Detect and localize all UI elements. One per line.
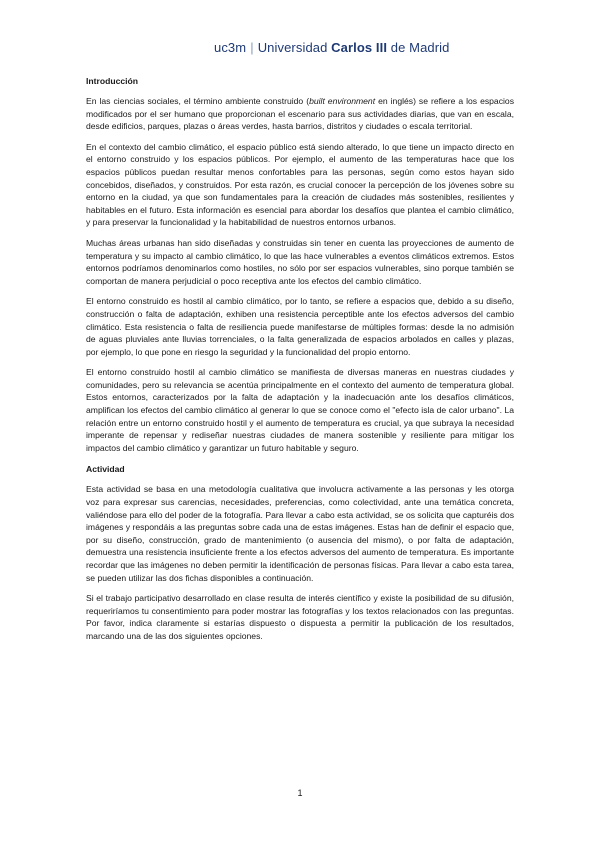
- intro-paragraph-2: En el contexto del cambio climático, el espacio público está siendo alterado, lo que tiene un impacto directo en el entorno construido y los espacios públicos. Por ejemplo, el aumento de las temperaturas hace que los espacios públicos puedan resultar menos confortables para las personas, según como estos hayan sido concebidos, diseñados, y construidos. Por esta razón, es crucial conocer la percepción de los jóvenes sobre su entorno en la ciudad, ya que son fundamentales para la creación de ciudades más sostenibles, resilientes y habitables en el futuro. Esta información es esencial para abordar los desafíos que plantea el cambio climático, y para preservar la funcionalidad y la habitabilidad de nuestros entornos urbanos.: [86, 141, 514, 228]
- logo-name-post: de Madrid: [387, 40, 450, 55]
- document-body: [86, 66, 514, 651]
- intro-p1-end: en inglés) se refiere a los espacios modificados por el ser humano que proporcionan el escenario para sus actividades diarias, que van en escala, desde edificios, parques, plazas o áreas verdes, hasta barrios, distritos y ciudades o escala territorial.: [86, 96, 514, 132]
- page-number: 1: [297, 788, 303, 798]
- logo-name-bold: Carlos III: [331, 40, 388, 55]
- intro-paragraph-3: Muchas áreas urbanas han sido diseñadas y construidas sin tener en cuenta las proyecciones de aumento de temperatura y su impacto al cambio climático, lo que las hace vulnerables a eventos climáticos extremos. Estos entornos podríamos denominarlos como hostiles, no sólo por ser espacios vulnerables, sino porque también se comportan de manera perjudicial o poco receptiva ante los efectos del cambio climático.: [86, 237, 514, 286]
- activity-paragraph-1: Esta actividad se basa en una metodología cualitativa que involucra activamente a las personas y les otorga voz para expresar sus carencias, necesidades, preferencias, como colectividad, ante una temática concreta, valiéndose para ello del poder de la fotografía. Para llevar a cabo esta actividad, se os solicita que capturéis dos imágenes y respondáis a las preguntas sobre cada una de estas imágenes. Estas han de definir el espacio que, por su diseño, construcción, grado de mantenimiento (o ausencia del mismo), o por falta de adaptación, demuestra una resistencia insuficiente frente a los efectos adversos del aumento de temperatura. Es importante recordar que las imágenes no deben permitir la identificación de personas físicas. Para llevar a cabo esta tarea, se pueden utilizar las dos fichas disponibles a continuación.: [86, 484, 514, 583]
- intro-p1-italic-term: built environment: [309, 96, 376, 106]
- intro-paragraph-5: El entorno construido hostil al cambio climático se manifiesta de diversas maneras en nuestras ciudades y comunidades, pero su relevancia se acentúa principalmente en el contexto del aumento de temperatura global. Estos entornos, caracterizados por la falta de adaptación y la inadecuación ante los desafíos climáticos, amplifican los efectos del cambio climático al generar lo que se conoce como el "efecto isla de calor urbano". La relación entre un entorno construido hostil y el aumento de temperatura es crucial, ya que subraya la necesidad imperante de repensar y rediseñar nuestras ciudades de manera sostenible y resiliente para mitigar los impactos del cambio climático y garantizar un futuro habitable y seguro.: [86, 367, 514, 453]
- intro-paragraph-4: El entorno construido es hostil al cambio climático, por lo tanto, se refiere a espacios que, debido a su diseño, construcción o falta de adaptación, exhiben una resistencia perceptible ante los efectos adversos del cambio climático. Esta resistencia o falta de resiliencia puede manifestarse de múltiples formas: desde la no admisión de aguas pluviales ante lluvias torrenciales, o la falta generalizada de espacios arbolados en calles y plazas, por ejemplo, lo que pone en riesgo la seguridad y la funcionalidad del propio entorno.: [86, 296, 514, 357]
- intro-heading: Introducción: [86, 76, 139, 86]
- logo-name-pre: Universidad: [257, 40, 332, 55]
- intro-paragraph-1: [86, 95, 514, 133]
- activity-paragraph-2: Si el trabajo participativo desarrollado en clase resulta de interés científico y existe la posibilidad de su difusión, requeriríamos tu consentimiento para poder mostrar las fotografías y los textos relacionados con las preguntas. Por favor, indica claramente si estarías dispuesto o dispuesta a permitir la publicación de los resultados, marcando una de las dos siguientes opciones.: [86, 593, 514, 641]
- logo-separator: |: [250, 40, 254, 55]
- university-logo: [214, 40, 450, 55]
- logo-short: uc3m: [214, 40, 247, 55]
- intro-p1-start: En las ciencias sociales, el término ambiente construido (: [86, 96, 310, 106]
- activity-heading: Actividad: [86, 464, 125, 475]
